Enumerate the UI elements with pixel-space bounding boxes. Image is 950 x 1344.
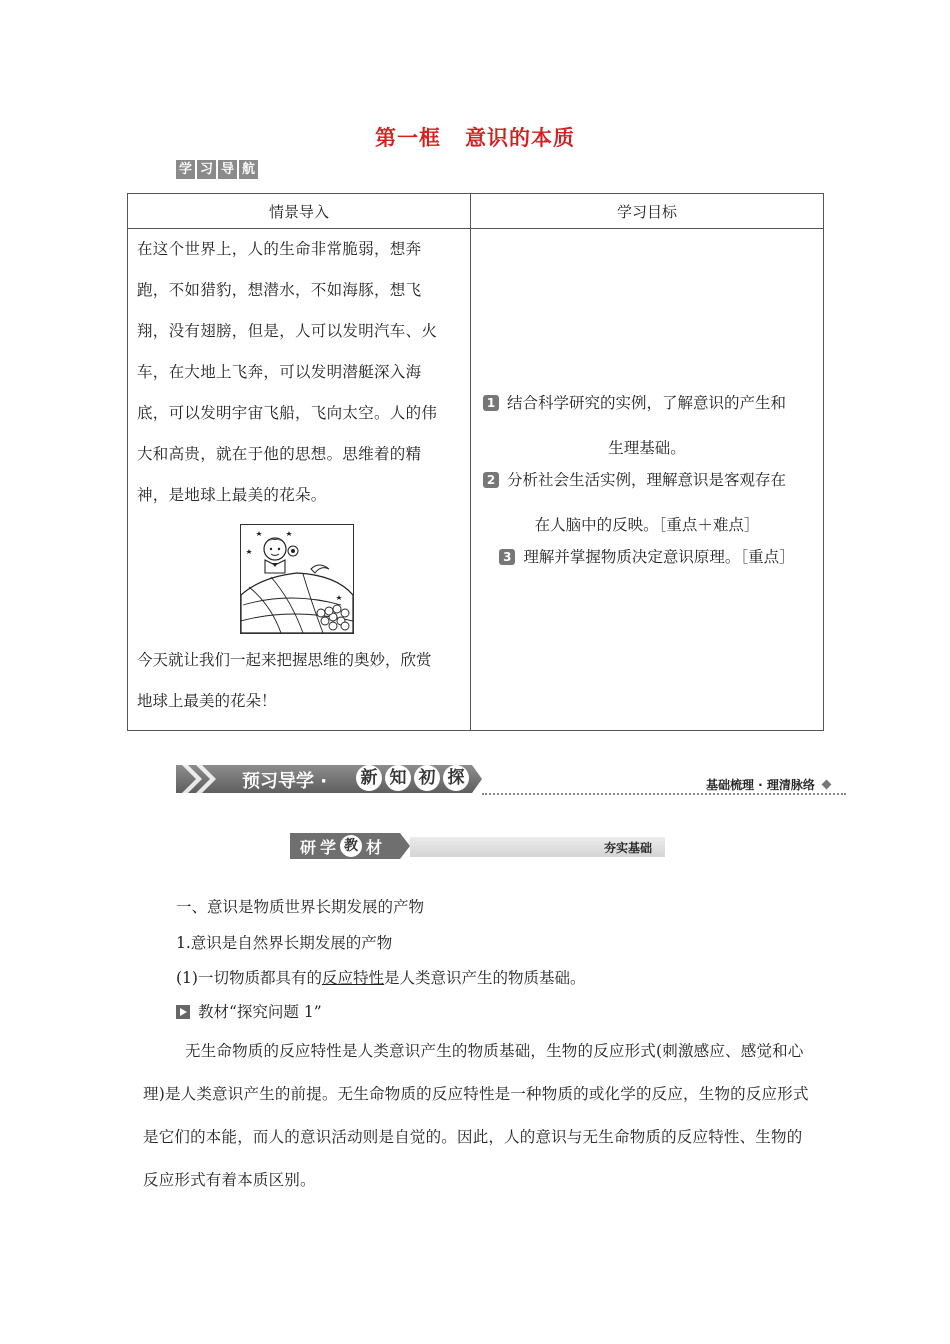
textbook-reference-text: 教材“探究问题 1” (198, 1003, 322, 1021)
scene-line: 底，可以发明宇宙飞船，飞向太空。人的伟 (137, 404, 438, 422)
scene-line: 今天就让我们一起来把握思维的奥妙，欣赏 (137, 651, 432, 669)
thinker-on-globe-illustration (240, 524, 354, 634)
banner2-char: 学 (320, 837, 337, 857)
goal-number-badge: 1 (483, 395, 499, 411)
scene-line: 神，是地球上最美的花朵。 (137, 486, 327, 504)
goals-cell (471, 229, 824, 731)
diamond-icon (821, 780, 831, 790)
item-1-underlined: 反应特性 (321, 969, 384, 987)
nav-char: 学 (176, 160, 195, 179)
scene-intro (128, 229, 470, 516)
scene-header: 情景导入 (128, 194, 471, 229)
scene-line: 地球上最美的花朵！ (137, 692, 277, 710)
textbook-reference (176, 1000, 322, 1022)
banner2-char: 教 (340, 835, 362, 857)
subsection-heading: 1.意识是自然界长期发展的产物 (176, 934, 393, 952)
item-1 (176, 966, 586, 988)
scene-line: 在这个世界上，人的生命非常脆弱，想奔 (137, 240, 422, 258)
nav-char: 航 (239, 160, 258, 179)
goal-text: 分析社会生活实例，理解意识是客观存在 (507, 470, 787, 489)
page-title (0, 122, 950, 152)
banner-title: 预习导学 (242, 771, 314, 792)
item-1-prefix: (1)一切物质都具有的 (176, 969, 322, 987)
goal-text-cont: 生理基础。 (608, 438, 686, 457)
scene-line: 跑，不如猎豹，想潜水，不如海豚，想飞 (137, 281, 422, 299)
scene-conclusion (128, 640, 470, 730)
goal-item (483, 390, 811, 461)
banner-char: 探 (443, 765, 469, 791)
banner-char: 初 (414, 765, 440, 791)
banner-char: 知 (385, 765, 411, 791)
preview-section-banner (176, 762, 482, 796)
textbook-banner (290, 833, 410, 859)
study-guide-label (176, 160, 258, 180)
banner-dot: · (320, 771, 328, 792)
scene-line: 翔，没有翅膀，但是，人可以发明汽车、火 (137, 322, 438, 340)
scene-line: 大和高贵，就在于他的思想。思维着的精 (137, 445, 422, 463)
goal-text: 结合科学研究的实例，了解意识的产生和 (507, 393, 787, 412)
goal-number-badge: 3 (499, 549, 515, 565)
scene-cell (128, 229, 471, 731)
study-guide-table (127, 193, 824, 731)
section-heading: 一、意识是物质世界长期发展的产物 (176, 898, 425, 916)
banner-subtitle (706, 776, 830, 793)
goal-item (483, 544, 811, 570)
nav-char: 习 (197, 160, 216, 179)
title-part1: 第一框 (375, 126, 441, 150)
banner-subtitle-text: 基础梳理 · 理清脉络 (706, 778, 815, 792)
item-1-suffix: 是人类意识产生的物质基础。 (383, 969, 586, 987)
nav-char: 导 (218, 160, 237, 179)
goals-header: 学习目标 (471, 194, 824, 229)
scene-line: 车，在大地上飞奔，可以发明潜艇深入海 (137, 363, 422, 381)
banner-divider (482, 793, 846, 795)
banner-char: 新 (356, 765, 382, 791)
textbook-banner-subtitle: 夯实基础 (604, 841, 653, 855)
goal-text: 理解并掌握物质决定意识原理。［重点］ (523, 547, 795, 566)
play-arrow-icon (176, 1005, 190, 1019)
goal-number-badge: 2 (483, 472, 499, 488)
banner2-char: 材 (366, 837, 383, 857)
title-part2: 意识的本质 (465, 126, 575, 150)
goal-item (483, 467, 811, 538)
banner2-char: 研 (300, 837, 317, 857)
body-paragraph: 无生命物质的反应特性是人类意识产生的物质基础，生物的反应形式(刺激感应、感觉和心理)是人类意识产生的前提。无生命物质的反应特性是一种物质的或化学的反应，生物的反应形式是它们的本能，而人的意识活动则是自觉的。因此，人的意识与无生命物质的反应特性、生物的反应形式有着本质区别。 (143, 1042, 809, 1189)
goal-text-cont: 在人脑中的反映。［重点＋难点］ (534, 515, 760, 534)
learning-goals (471, 390, 823, 570)
